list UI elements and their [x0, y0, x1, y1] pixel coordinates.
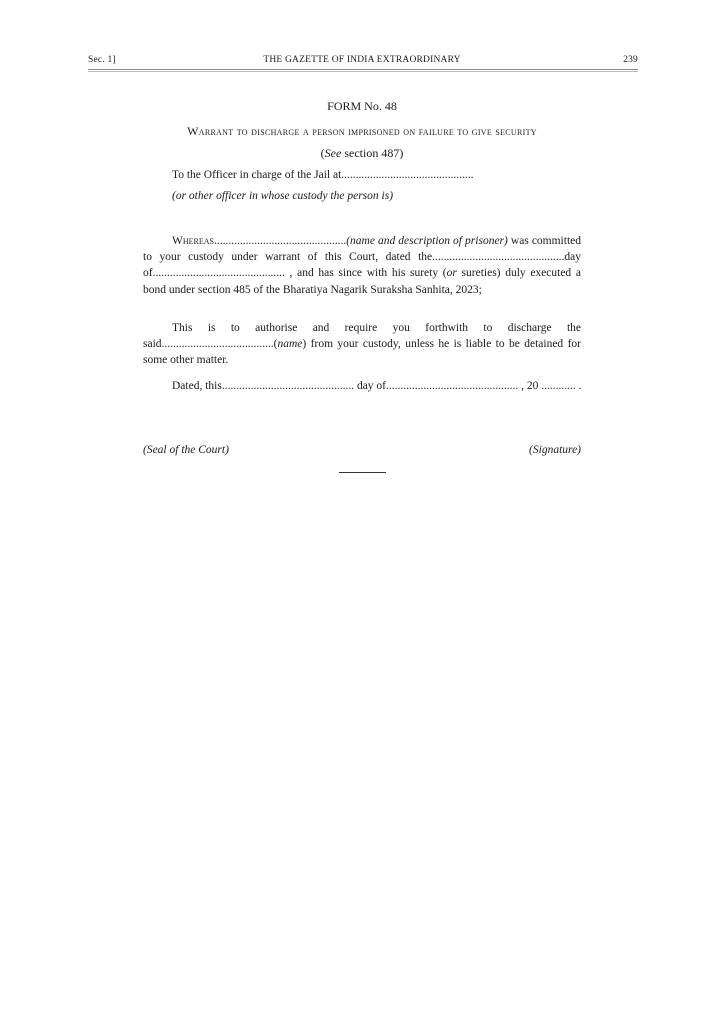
authorisation-paragraph: This is to authorise and require you forthwith to discharge the said.......................................(name) from your custody, unless he is liable to be detained for some other matter.: [143, 322, 581, 367]
dated-line: Dated, this.............................................. day of.............................................. , 20 ............ .: [172, 380, 582, 392]
addressee-line: To the Officer in charge of the Jail at..............................................: [172, 169, 474, 181]
section-reference: (See section 487): [320, 146, 404, 160]
section-label: Sec. 1]: [88, 55, 116, 65]
whereas-word: Whereas: [172, 235, 214, 247]
header-rule-secondary: [88, 71, 638, 72]
header-rule: [88, 69, 638, 70]
whereas-paragraph: Whereas..............................................(name and description of prisoner) was committed to your custody under warrant of this Court, dated the..............................................day of.............................................. , and has since with his surety (or sureties) duly executed a bond under section 485 of the Bharatiya Nagarik Suraksha Sanhita, 2023;: [143, 235, 582, 296]
form-subtitle: Warrant to discharge a person imprisoned on failure to give security: [187, 124, 537, 138]
signature-label: (Signature): [529, 444, 581, 456]
end-rule: [339, 472, 386, 473]
prisoner-description-label: (name and description of prisoner): [346, 235, 508, 247]
seal-of-court: (Seal of the Court): [143, 444, 229, 456]
see-word: See: [324, 146, 342, 160]
name-label: name: [277, 338, 303, 351]
form-title: FORM No. 48: [327, 99, 397, 113]
page-number: 239: [623, 55, 638, 65]
gazette-title: THE GAZETTE OF INDIA EXTRAORDINARY: [263, 55, 461, 65]
custody-line: (or other officer in whose custody the person is): [172, 190, 394, 202]
